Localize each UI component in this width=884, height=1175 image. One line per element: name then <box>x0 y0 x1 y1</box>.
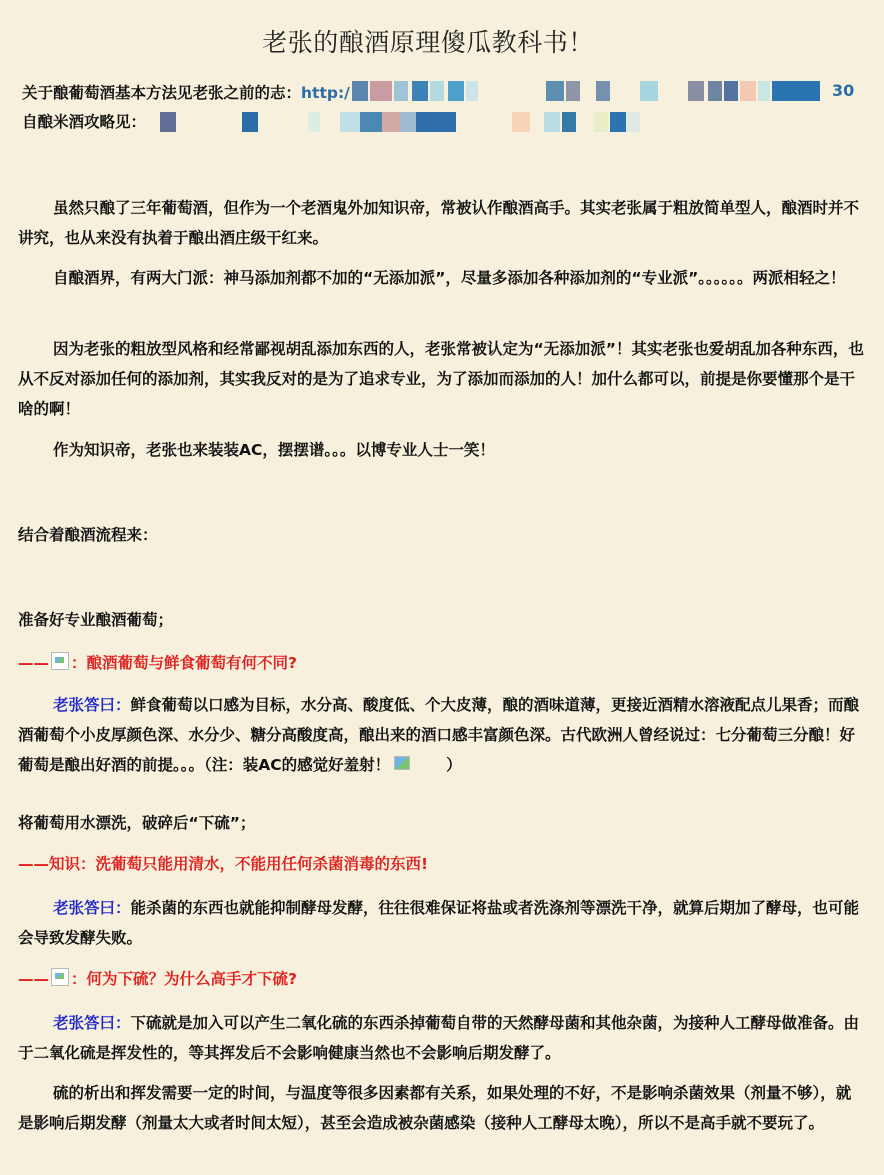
answer-wash <box>18 893 866 953</box>
question-grape-difference <box>18 648 866 678</box>
dash-prefix: —— <box>18 654 49 672</box>
intro-paragraph: 虽然只酿了三年葡萄酒，但作为一个老酒鬼外加知识帝，常被认作酿酒高手。其实老张属于粗放简单型人，酿酒时并不讲究，也从来没有执着于酿出酒庄级干红来。 <box>18 199 860 247</box>
question-text: ：酿酒葡萄与鲜食葡萄有何不同? <box>71 654 297 672</box>
additive-paragraph: 因为老张的粗放型风格和经常鄙视胡乱添加东西的人，老张常被认定为“无添加派”！其实老张也爱胡乱加各种东西，也从不反对添加任何的添加剂，其实我反对的是为了追求专业，为了添加而添加的人！加什么都可以，前提是你要懂那个是干啥的啊！ <box>18 340 864 418</box>
answer-label: 老张答曰： <box>53 696 131 714</box>
reference-link-end[interactable]: 30 <box>832 81 855 100</box>
flow-heading: 结合着酿酒流程来： <box>18 526 158 544</box>
question-sulfite <box>18 964 866 994</box>
article-title: 老张的酿酒原理傻瓜教科书！ <box>262 27 594 57</box>
answer-label: 老张答曰： <box>53 899 131 917</box>
rice-wine-reference <box>22 110 146 132</box>
broken-image-icon <box>51 652 69 670</box>
answer-text: 能杀菌的东西也就能抑制酵母发酵，往往很难保证将盐或者洗涤剂等漂洗干净，就算后期加了酵母，也可能会导致发酵失败。 <box>18 899 860 947</box>
answer-grape-difference <box>18 690 866 780</box>
question-text: ：何为下硫？为什么高手才下硫? <box>71 970 297 988</box>
grape-wine-reference <box>22 81 350 103</box>
answer-label: 老张答曰： <box>53 1014 131 1032</box>
knowledge-wash: ——知识：洗葡萄只能用清水，不能用任何杀菌消毒的东西! <box>18 855 429 873</box>
step-prepare-grapes: 准备好专业酿酒葡萄； <box>18 611 174 629</box>
answer-end: ） <box>446 756 462 774</box>
sulfite-timing-paragraph: 硫的析出和挥发需要一定的时间，与温度等很多因素都有关系，如果处理的不好，不是影响杀菌效果（剂量不够），就是影响后期发酵（剂量太大或者时间太短），甚至会造成被杂菌感染（接种人工酵母太晚），所以不是高手就不要玩了。 <box>18 1084 852 1132</box>
dash-prefix: —— <box>18 970 49 988</box>
redacted-url-mosaic <box>160 112 640 132</box>
reference-link-start[interactable]: http:/ <box>301 84 350 102</box>
answer-text: 鲜食葡萄以口感为目标，水分高、酸度低、个大皮薄，酿的酒味道薄，更接近酒精水溶液配点儿果香；而酿酒葡萄个小皮厚颜色深、水分少、糖分高酸度高，酿出来的酒口感丰富颜色深。古代欧洲人曾经说过：七分葡萄三分酿！好葡萄是酿出好酒的前提。。。（注：装AC的感觉好羞射！ <box>18 696 860 774</box>
schools-paragraph: 自酿酒界，有两大门派：神马添加剂都不加的“无添加派”，尽量多添加各种添加剂的“专业派”。。。。。。两派相轻之！ <box>53 269 846 287</box>
reference-label: 关于酿葡萄酒基本方法见老张之前的志： <box>22 84 302 102</box>
answer-text: 下硫就是加入可以产生二氧化硫的东西杀掉葡萄自带的天然酵母菌和其他杂菌，为接种人工酵母做准备。由于二氧化硫是挥发性的，等其挥发后不会影响健康当然也不会影响后期发酵了。 <box>18 1014 860 1062</box>
reference-label: 自酿米酒攻略见： <box>22 113 147 131</box>
redacted-url-mosaic <box>352 81 822 101</box>
broken-image-icon <box>392 754 444 772</box>
ac-paragraph: 作为知识帝，老张也来装装AC，摆摆谱。。。以博专业人士一笑！ <box>53 441 495 459</box>
answer-sulfite <box>18 1008 866 1068</box>
broken-image-icon <box>51 968 69 986</box>
step-wash-sulfite: 将葡萄用水漂洗，破碎后“下硫”； <box>18 814 256 832</box>
